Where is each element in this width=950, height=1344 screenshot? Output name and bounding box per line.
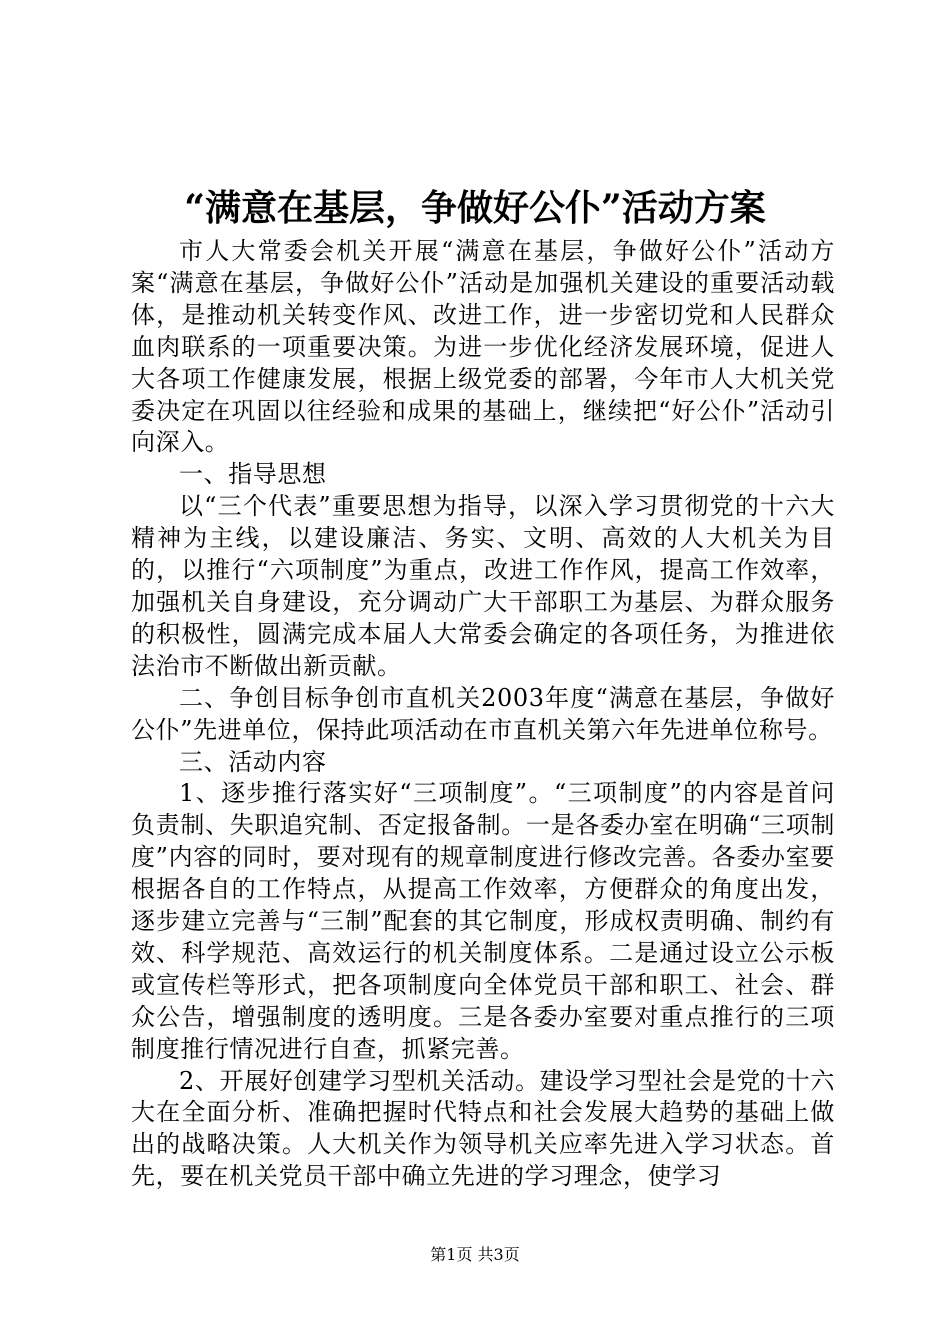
document-title: “满意在基层，争做好公仆”活动方案 (184, 187, 766, 229)
paragraph-goal: 二、争创目标争创市直机关2003年度“满意在基层，争做好公仆”先进单位，保持此项活动在市直机关第六年先进单位称号。 (131, 683, 835, 744)
paragraph-guiding-thought: 以“三个代表”重要思想为指导，以深入学习贯彻党的十六大精神为主线，以建设廉洁、务实、文明、高效的人大机关为目的，以推行“六项制度”为重点，改进工作作风，提高工作效率，加强机关自身建设，充分调动广大干部职工为基层、为群众服务的积极性，圆满完成本届人大常委会确定的各项任务，为推进依法治市不断做出新贡献。 (131, 492, 835, 680)
paragraph-intro: 市人大常委会机关开展“满意在基层，争做好公仆”活动方案“满意在基层，争做好公仆”活动是加强机关建设的重要活动载体，是推动机关转变作风、改进工作，进一步密切党和人民群众血肉联系的一项重要决策。为进一步优化经济发展环境，促进人大各项工作健康发展，根据上级党委的部署，今年市人大机关党委决定在巩固以往经验和成果的基础上，继续把“好公仆”活动引向深入。 (131, 237, 835, 457)
page-footer: 第1页 共3页 (430, 1245, 520, 1264)
paragraph-item-2: 2、开展好创建学习型机关活动。建设学习型社会是党的十六大在全面分析、准确把握时代特点和社会发展大趋势的基础上做出的战略决策。人大机关作为领导机关应率先进入学习状态。首先，要在机关党员干部中确立先进的学习理念，使学习 (131, 1066, 835, 1191)
paragraph-item-1: 1、逐步推行落实好“三项制度”。“三项制度”的内容是首问负责制、失职追究制、否定报备制。一是各委办室在明确“三项制度”内容的同时，要对现有的规章制度进行修改完善。各委办室要根据各自的工作特点，从提高工作效率，方便群众的角度出发，逐步建立完善与“三制”配套的其它制度，形成权责明确、制约有效、科学规范、高效运行的机关制度体系。二是通过设立公示板或宣传栏等形式，把各项制度向全体党员干部和职工、社会、群众公告，增强制度的透明度。三是各委办室要对重点推行的三项制度推行情况进行自查，抓紧完善。 (131, 779, 835, 1063)
section-heading-guiding-thought: 一、指导思想 (179, 460, 327, 489)
document-body (131, 236, 835, 1193)
section-heading-activity-content: 三、活动内容 (179, 747, 327, 776)
